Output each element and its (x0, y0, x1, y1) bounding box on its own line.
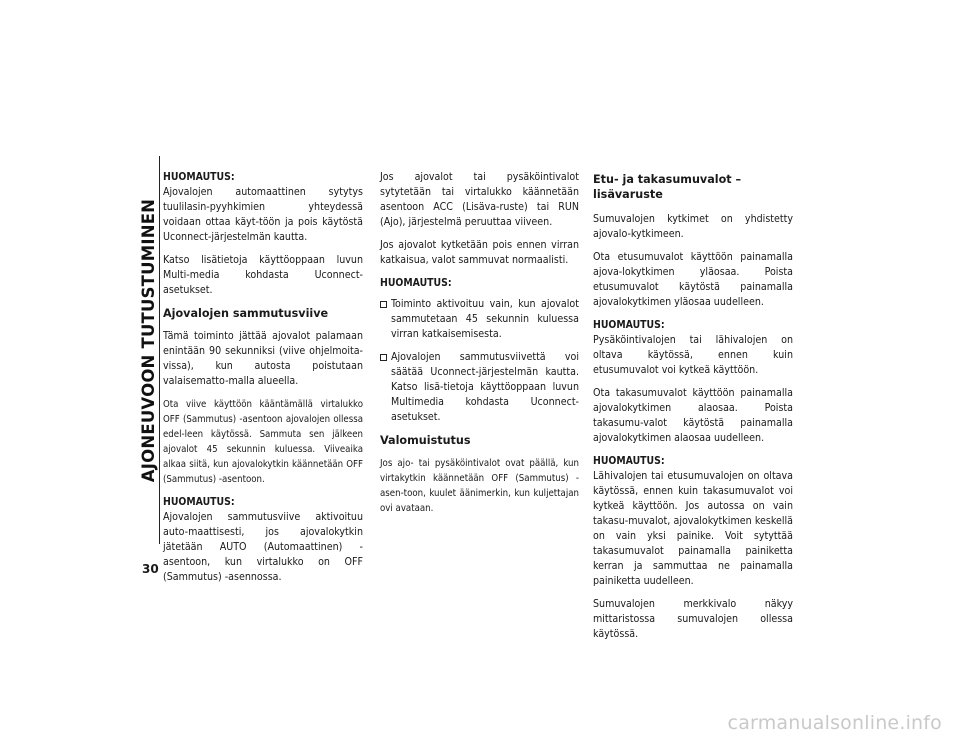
note-label: HUOMAUTUS: (593, 455, 665, 467)
note-label: HUOMAUTUS: (163, 496, 235, 508)
column-1 (163, 170, 363, 593)
watermark: carmanualsonline.info (727, 712, 942, 734)
paragraph: Jos ajovalot tai pysäköintivalot sytytetään tai virtalukko käännetään asentoon ACC (Lisäva-ruste) tai RUN (Ajo), järjestelmä peruuttaa viiveen. (380, 171, 579, 228)
section-divider (159, 156, 160, 544)
note-label: HUOMAUTUS: (380, 277, 452, 289)
paragraph: Jos ajovalot kytketään pois ennen virran katkaisua, valot sammuvat normaalisti. (380, 239, 579, 266)
paragraph: Tämä toiminto jättää ajovalot palamaan enintään 90 sekunniksi (viive ohjelmoita-vissa), kun autosta poistutaan valaisematto-malla alueella. (163, 330, 363, 387)
note-label: HUOMAUTUS: (593, 319, 665, 331)
section-heading: Etu- ja takasumuvalot – lisävaruste (593, 173, 742, 201)
paragraph: Ota viive käyttöön kääntämällä virtalukko OFF (Sammutus) -asentoon ajovalojen ollessa edel-leen käytössä. Sammuta sen jälkeen ajovalot 45 sekunnin kuluessa. Viiveaika alkaa siitä, kun ajovalokytkin käännetään OFF (Sammutus) -asentoon. (163, 399, 363, 485)
note-body: Pysäköintivalojen tai lähivalojen on oltava käytössä, ennen kuin etusumuvalot voi kytkeä käyttöön. (593, 334, 793, 376)
note-label: HUOMAUTUS: (163, 171, 235, 183)
paragraph: Jos ajo- tai pysäköintivalot ovat päällä, kun virtakytkin käännetään OFF (Sammutus) -asen-toon, kuulet äänimerkin, kun kuljettajan ovi avataan. (380, 458, 579, 514)
section-heading: Valomuistutus (380, 434, 471, 447)
note-body: Ajovalojen automaattinen sytytys tuulilasin-pyyhkimien yhteydessä voidaan ottaa käyt-töön ja pois käytöstä Uconnect-järjestelmän kautta. (163, 186, 363, 243)
paragraph: Ota takasumuvalot käyttöön painamalla ajovalokytkimen alaosaa. Poista takasumu-valot käytöstä painamalla ajovalokytkimen alaosaa uudelleen. (593, 387, 793, 444)
bullet-list (380, 297, 579, 425)
column-2 (380, 170, 579, 524)
note-body: Lähivalojen tai etusumuvalojen on oltava käytössä, ennen kuin takasumuvalot voi kytkeä käyttöön. Jos autossa on vain takasu-muvalot, ajovalokytkimen keskellä on vain yksi painike. Voit sytyttää takasumuvalot painamalla painiketta kerran ja sammuttaa ne painamalla painiketta uudelleen. (593, 470, 793, 587)
paragraph: Sumuvalojen merkkivalo näkyy mittaristossa sumuvalojen ollessa käytössä. (593, 598, 793, 640)
paragraph: Ota etusumuvalot käyttöön painamalla ajova-lokytkimen yläosaa. Poista etusumuvalot käytöstä painamalla ajovalokytkimen yläosaa uudelleen. (593, 251, 793, 308)
paragraph: Katso lisätietoja käyttöoppaan luvun Multi-media kohdasta Uconnect-asetukset. (163, 254, 363, 296)
note-body: Ajovalojen sammutusviive aktivoituu auto-maattisesti, jos ajovalokytkin jätetään AUTO (Automaattinen) -asentoon, kun virtalukko on OFF (Sammutus) -asennossa. (163, 511, 363, 583)
bullet-item: Toiminto aktivoituu vain, kun ajovalot sammutetaan 45 sekunnin kuluessa virran katkaisemisesta. (380, 297, 579, 342)
page-number: 30 (142, 562, 159, 576)
section-heading: Ajovalojen sammutusviive (163, 307, 329, 320)
paragraph: Sumuvalojen kytkimet on yhdistetty ajovalo-kytkimeen. (593, 213, 793, 240)
column-3 (593, 170, 793, 650)
section-tab (138, 140, 160, 540)
bullet-item: Ajovalojen sammutusviivettä voi säätää Uconnect-järjestelmän kautta. Katso lisä-tietoja käyttöoppaan luvun Multimedia kohdasta Uconnect-asetukset. (380, 350, 579, 425)
section-tab-label: AJONEUVOON TUTUSTUMINEN (139, 198, 159, 482)
